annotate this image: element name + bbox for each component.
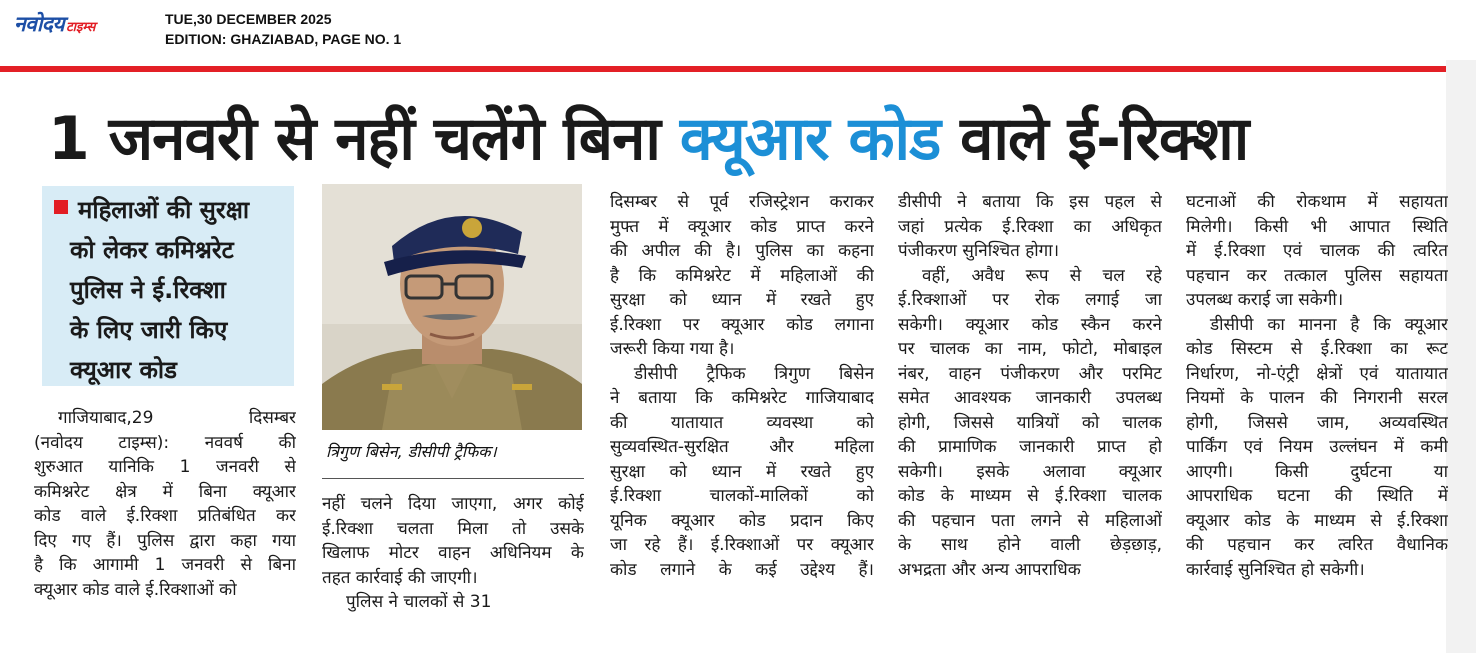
article-line: कोड के माध्यम से ई.रिक्शा चालक: [898, 486, 1162, 506]
article-line: (नवोदय टाइम्स): नववर्ष की: [34, 432, 296, 453]
article-line: की अपील की है। पुलिस का कहना: [610, 241, 874, 261]
article-line: की यातायात व्यवस्था को: [610, 412, 874, 433]
article-line: नियमों के पालन की निगरानी सरल: [1186, 388, 1448, 408]
article-line: आएगी। किसी दुर्घटना या: [1186, 461, 1448, 482]
photo-caption: त्रिगुण बिसेन, डीसीपी ट्रैफिक।: [326, 442, 497, 461]
article-line: मिलेगी। किसी भी आपात स्थिति: [1186, 216, 1448, 237]
headline-part2: वाले ई-रिक्शा: [940, 104, 1249, 174]
kicker-line: क्यूआर कोड: [70, 356, 177, 384]
article-line: शुरुआत यानिकि 1 जनवरी से: [34, 457, 296, 477]
article-line: दिए गए हैं। पुलिस द्वारा कहा गया: [34, 530, 296, 551]
article-line: कोड सिस्टम से ई.रिक्शा का रूट: [1186, 339, 1448, 359]
kicker-text: [70, 190, 290, 390]
publication-date: TUE,30 DECEMBER 2025: [165, 11, 332, 27]
portrait-image: [322, 184, 582, 430]
article-line: पर चालक का नाम, फोटो, मोबाइल: [898, 339, 1162, 359]
article-column-4: [898, 190, 1162, 582]
article-column-5: [1186, 190, 1448, 582]
brand-subname: टाइम्स: [66, 20, 96, 35]
article-line: सुरक्षा को ध्यान में रखते हुए: [610, 290, 874, 310]
article-line: कोड वाले ई.रिक्शा प्रतिबंधित कर: [34, 506, 296, 526]
article-line: होगी, जिससे जाम, अव्यवस्थित: [1186, 412, 1448, 433]
article-column-1: [34, 406, 296, 602]
article-line: की पहचान कर त्वरित वैधानिक: [1186, 535, 1448, 555]
article-line: की पहचान पता लगने से महिलाओं: [898, 510, 1162, 531]
bullet-square-icon: [54, 200, 68, 214]
edition-info: [165, 9, 401, 49]
article-line: नंबर, वाहन पंजीकरण और परमिट: [898, 363, 1162, 384]
article-line: यूनिक क्यूआर कोड प्रदान किए: [610, 510, 874, 531]
article-line: सकेगी। इसके अलावा क्यूआर: [898, 461, 1162, 482]
caption-divider: [322, 478, 584, 479]
article-line: ई.रिक्शा चलता मिला तो उसके: [322, 518, 584, 539]
article-line: जा रहे हैं। ई.रिक्शाओं पर क्यूआर: [610, 535, 874, 555]
article-line: जहां प्रत्येक ई.रिक्शा का अधिकृत: [898, 216, 1162, 237]
article-line: कार्रवाई सुनिश्चित हो सकेगी।: [1186, 559, 1365, 580]
article-line: पंजीकरण सुनिश्चित होगा।: [898, 241, 1060, 261]
kicker-line: के लिए जारी किए: [70, 316, 228, 344]
brand-logo[interactable]: [14, 10, 95, 36]
brand-name: नवोदय: [14, 12, 65, 36]
article-line: क्यूआर कोड वाले ई.रिक्शाओं को: [34, 579, 237, 600]
article-line: होगी, जिससे यात्रियों को चालक: [898, 412, 1162, 433]
article-line: क्यूआर कोड के माध्यम से ई.रिक्शा: [1186, 510, 1448, 531]
article-line: कोड लगाने के कई उद्देश्य हैं।: [610, 559, 874, 580]
article-line: है कि कमिश्नरेट में महिलाओं की: [610, 265, 874, 286]
article-line: खिलाफ मोटर वाहन अधिनियम के: [322, 543, 584, 563]
headline-highlight: क्यूआर कोड: [679, 104, 941, 174]
article-line: उपलब्ध कराई जा सकेगी।: [1186, 290, 1344, 310]
article-line: डीसीपी का मानना है कि क्यूआर: [1210, 314, 1448, 335]
edition-page: EDITION: GHAZIABAD, PAGE NO. 1: [165, 31, 402, 47]
kicker-line: महिलाओं की सुरक्षा: [78, 196, 250, 224]
article-line: कमिश्नरेट क्षेत्र में बिना क्यूआर: [34, 481, 296, 502]
article-line: में ई.रिक्शा एवं चालक की त्वरित: [1186, 241, 1448, 261]
article-line: ने बताया कि कमिश्नरेट गाजियाबाद: [610, 388, 874, 408]
article-line: अभद्रता और अन्य आपराधिक: [898, 559, 1081, 580]
officer-photo: [322, 184, 582, 430]
article-line: घटनाओं की रोकथाम में सहायता: [1186, 192, 1448, 212]
article-line: ई.रिक्शा पर क्यूआर कोड लगाना: [610, 314, 874, 335]
article-line: है कि आगामी 1 जनवरी से बिना: [34, 555, 296, 575]
article-line: समेत आवश्यक जानकारी उपलब्ध: [898, 388, 1162, 408]
article-line: तहत कार्रवाई की जाएगी।: [322, 567, 478, 588]
headline: [48, 96, 1448, 182]
article-line: सकेगी। क्यूआर कोड स्कैन करने: [898, 314, 1162, 335]
article-line: पार्किंग एवं नियम उल्लंघन में कमी: [1186, 437, 1448, 457]
article-line: दिसम्बर से पूर्व रजिस्ट्रेशन कराकर: [610, 192, 874, 212]
article-line: पहचान कर तत्काल पुलिस सहायता: [1186, 265, 1448, 286]
headline-part1: 1 जनवरी से नहीं चलेंगे बिना: [48, 104, 680, 174]
article-column-2: [322, 492, 584, 615]
article-line: डीसीपी ट्रैफिक त्रिगुण बिसेन: [634, 363, 874, 384]
article-line: वहीं, अवैध रूप से चल रहे: [922, 265, 1162, 286]
article-line: पुलिस ने चालकों से 31: [346, 592, 492, 612]
article-line: जरूरी किया गया है।: [610, 339, 735, 359]
kicker-torn-edge: [294, 186, 300, 386]
kicker-line: पुलिस ने ई.रिक्शा: [70, 276, 226, 304]
article-line: सुरक्षा को ध्यान में रखते हुए: [610, 461, 874, 482]
article-line: ई.रिक्शाओं पर रोक लगाई जा: [898, 290, 1162, 310]
article-column-3: [610, 190, 874, 582]
article-line: के साथ होने वाली छेड़छाड़,: [898, 535, 1162, 555]
right-margin: [1446, 60, 1476, 653]
header-rule: [0, 66, 1446, 72]
article-line: डीसीपी ने बताया कि इस पहल से: [898, 192, 1162, 212]
article-line: की प्रामाणिक जानकारी प्राप्त हो: [898, 437, 1162, 457]
article-line: आपराधिक घटना की स्थिति में: [1186, 486, 1448, 506]
article-line: गाजियाबाद,29 दिसम्बर: [58, 408, 296, 428]
article-line: निर्धारण, नो-एंट्री क्षेत्रों एवं यातायात: [1186, 363, 1448, 384]
left-margin-clipped-text: [0, 72, 16, 653]
article-line: ई.रिक्शा चालकों-मालिकों को: [610, 486, 874, 506]
kicker-line: को लेकर कमिश्नरेट: [70, 236, 234, 264]
masthead: [0, 0, 1476, 60]
article-line: नहीं चलने दिया जाएगा, अगर कोई: [322, 494, 584, 514]
article-line: मुफ्त में क्यूआर कोड प्राप्त करने: [610, 216, 874, 237]
article-line: सुव्यवस्थित-सुरक्षित और महिला: [610, 437, 874, 457]
